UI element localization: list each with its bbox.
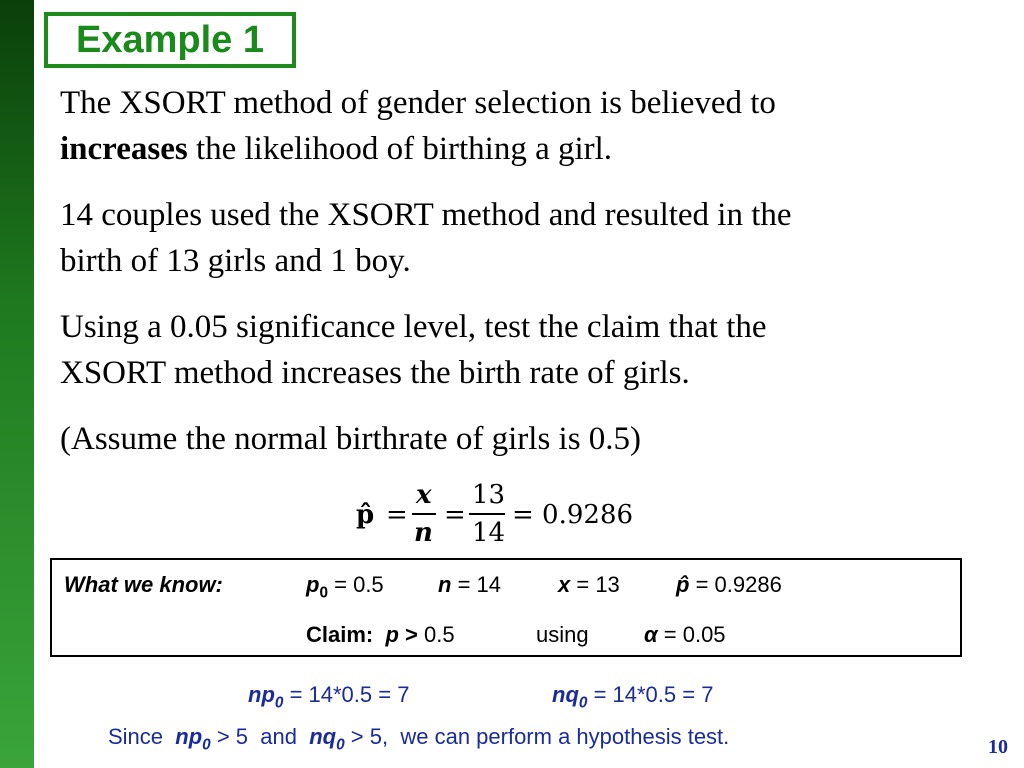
know-claim-label: Claim: — [306, 622, 374, 647]
paragraph-couples — [60, 192, 960, 284]
know-alpha — [644, 622, 726, 648]
paragraph-couples-line1: 14 couples used the XSORT method and resulted in the — [60, 197, 792, 233]
title-box — [44, 12, 296, 68]
know-n — [438, 572, 501, 598]
know-x — [558, 572, 620, 598]
know-p0-symbol: p — [306, 572, 320, 597]
know-p0-subscript: 0 — [319, 584, 329, 602]
conclusion-text: we can perform a hypothesis test. — [400, 724, 730, 749]
know-phat — [676, 572, 782, 598]
paragraph-method-bold: increases — [60, 131, 188, 167]
know-alpha-symbol: α — [644, 622, 658, 647]
phat-formula — [356, 478, 656, 548]
formula-frac-line2 — [469, 513, 505, 515]
formula-num: 13 — [472, 480, 506, 510]
know-claim — [306, 622, 455, 648]
nq0-subscript: 0 — [578, 694, 588, 712]
know-p0-value: = 0.5 — [328, 572, 384, 597]
know-label: What we know: — [64, 572, 223, 597]
paragraph-claim — [60, 304, 960, 396]
page-number: 10 — [988, 736, 1008, 758]
paragraph-claim-line1: Using a 0.05 significance level, test the claim that the — [60, 309, 767, 345]
sidebar-accent-bar — [0, 0, 34, 768]
know-using: using — [536, 622, 589, 647]
formula-eq2: = — [444, 500, 466, 530]
nq0-symbol: nq — [552, 682, 579, 707]
know-alpha-value: = 0.05 — [657, 622, 726, 647]
paragraph-couples-line2: birth of 13 girls and 1 boy. — [60, 243, 411, 279]
np0-symbol: np — [248, 682, 275, 707]
know-x-symbol: x — [558, 572, 571, 597]
know-phat-symbol: p̂ — [676, 572, 690, 597]
nq0-calculation — [552, 682, 713, 712]
know-claim-operator: > — [398, 622, 425, 647]
np0-expression: = 14*0.5 = 7 — [283, 682, 410, 707]
paragraph-method — [60, 80, 960, 172]
since-word: Since — [108, 724, 164, 749]
know-p0 — [306, 572, 384, 602]
paragraph-claim-line2: XSORT method increases the birth rate of girls. — [60, 355, 690, 391]
formula-den: 14 — [472, 518, 506, 548]
slide-title: Example 1 — [76, 19, 264, 61]
formula-phat: p̂ — [356, 500, 375, 530]
formula-x: x — [416, 480, 432, 510]
since-nq-subscript: 0 — [336, 736, 345, 754]
nq0-expression: = 14*0.5 = 7 — [587, 682, 714, 707]
np0-calculation — [248, 682, 409, 712]
formula-result: = 0.9286 — [512, 500, 634, 530]
paragraph-method-rest: the likelihood of birthing a girl. — [187, 131, 613, 167]
paragraph-method-line1: The XSORT method of gender selection is believed to — [60, 85, 776, 121]
formula-eq1: = — [386, 500, 408, 530]
conclusion-line — [108, 724, 729, 754]
since-gt5-b: > 5, — [344, 724, 389, 749]
know-claim-p: p — [385, 622, 399, 647]
paragraph-assumption-text: (Assume the normal birthrate of girls is 0.5) — [60, 421, 642, 457]
formula-frac-line1 — [412, 513, 436, 515]
know-n-symbol: n — [438, 572, 452, 597]
know-phat-value: = 0.9286 — [689, 572, 782, 597]
np0-subscript: 0 — [274, 694, 284, 712]
know-claim-value: 0.5 — [424, 622, 455, 647]
since-gt5-a: > 5 — [210, 724, 255, 749]
know-n-value: = 14 — [451, 572, 501, 597]
and-word: and — [260, 724, 297, 749]
formula-n: n — [414, 518, 433, 548]
since-np-subscript: 0 — [202, 736, 211, 754]
since-nq-symbol: nq — [309, 724, 337, 749]
what-we-know-box — [50, 558, 962, 657]
know-x-value: = 13 — [570, 572, 620, 597]
since-np-symbol: np — [175, 724, 203, 749]
paragraph-assumption — [60, 416, 960, 462]
